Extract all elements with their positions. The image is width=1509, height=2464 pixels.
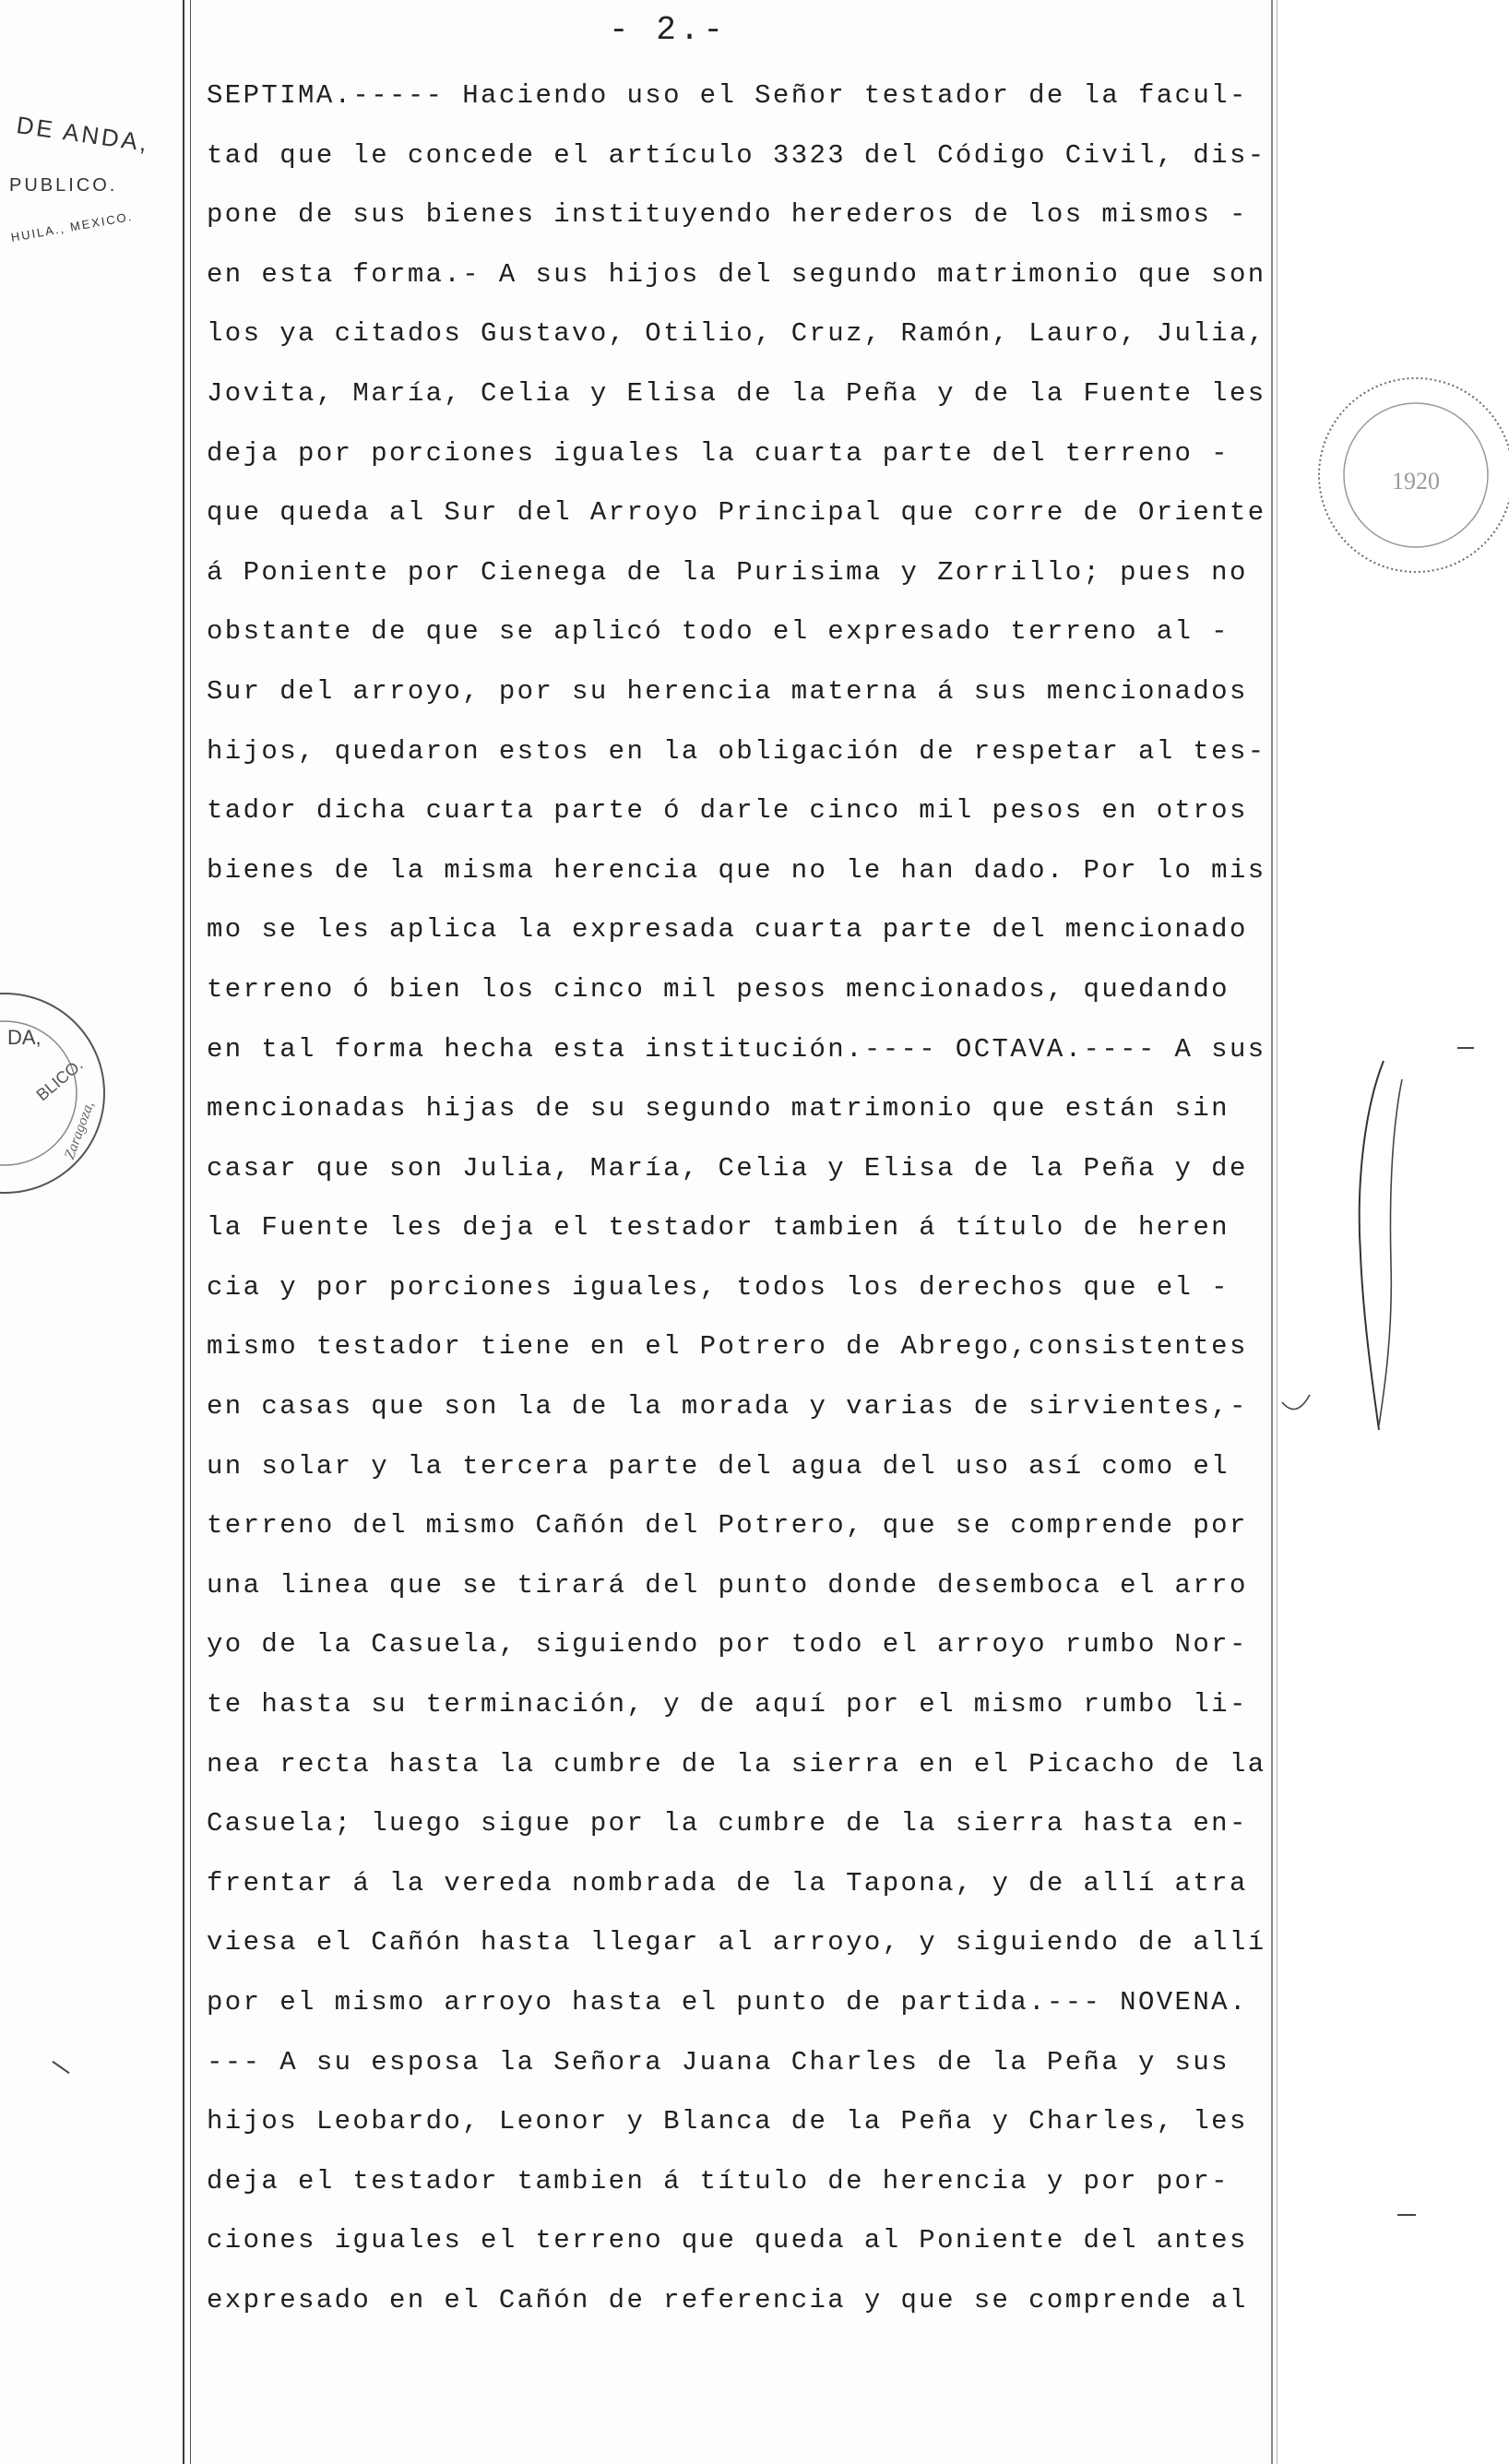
text-line: bienes de la misma herencia que no le han dado. Por lo mis (207, 854, 1266, 886)
text-line: hijos, quedaron estos en la obligación de respetar al tes- (207, 735, 1266, 767)
text-line: mismo testador tiene en el Potrero de Abrego,consistentes (207, 1331, 1248, 1363)
margin-dash (52, 2061, 69, 2074)
text-line: pone de sus bienes instituyendo herederos de los mismos - (207, 199, 1248, 231)
right-seal (1277, 369, 1509, 581)
text-line: mo se les aplica la expresada cuarta parte del mencionado (207, 914, 1248, 946)
document-body (207, 66, 1267, 2331)
text-line: tad que le concede el artículo 3323 del Código Civil, dis- (207, 139, 1266, 171)
left-seal (0, 987, 111, 1199)
text-line: una linea que se tirará del punto donde desemboca el arro (207, 1569, 1248, 1601)
text-line: expresado en el Cañón de referencia y que se comprende al (207, 2284, 1248, 2315)
text-line: tador dicha cuarta parte ó darle cinco mil pesos en otros (207, 795, 1248, 827)
text-line: frentar á la vereda nombrada de la Tapona, y de allí atra (207, 1867, 1248, 1899)
text-line: obstante de que se aplicó todo el expresado terreno al - (207, 616, 1230, 648)
text-line: en casas que son la de la morada y varias de sirvientes,- (207, 1391, 1248, 1422)
margin-dash (1397, 2214, 1416, 2216)
text-line: viesa el Cañón hasta llegar al arroyo, y siguiendo de allí (207, 1927, 1266, 1958)
margin-dash (1457, 1047, 1474, 1049)
signature-mark (1264, 1052, 1448, 1439)
notary-stamp-line: HUILA., MEXICO. (9, 208, 135, 244)
text-line: la Fuente les deja el testador tambien á título de heren (207, 1212, 1230, 1244)
text-line: Casuela; luego sigue por la cumbre de la sierra hasta en- (207, 1808, 1248, 1839)
text-line: que queda al Sur del Arroyo Principal que corre de Oriente (207, 497, 1266, 529)
left-margin-rule-inner (190, 0, 191, 2464)
left-margin-rule (183, 0, 184, 2464)
text-line: cia y por porciones iguales, todos los derechos que el - (207, 1271, 1230, 1303)
text-line: hijos Leobardo, Leonor y Blanca de la Peña y Charles, les (207, 2106, 1248, 2137)
text-line: en tal forma hecha esta institución.---- OCTAVA.---- A sus (207, 1033, 1266, 1065)
text-line: yo de la Casuela, siguiendo por todo el arroyo rumbo Nor- (207, 1629, 1248, 1661)
text-line: ciones iguales el terreno que queda al Poniente del antes (207, 2225, 1248, 2256)
text-line: en esta forma.- A sus hijos del segundo matrimonio que son (207, 258, 1266, 290)
text-line: á Poniente por Cienega de la Purisima y Zorrillo; pues no (207, 556, 1248, 588)
left-seal-text: Zaragoza, (62, 1099, 98, 1161)
text-line: Jovita, María, Celia y Elisa de la Peña y de la Fuente les (207, 377, 1266, 409)
notary-stamp (0, 101, 175, 258)
text-line: te hasta su terminación, y de aquí por el mismo rumbo li- (207, 1689, 1248, 1720)
text-line: por el mismo arroyo hasta el punto de partida.--- NOVENA. (207, 1987, 1248, 2018)
page-number: - 2.- (609, 11, 728, 49)
notary-stamp-line: DE ANDA, (14, 111, 152, 158)
text-line: SEPTIMA.----- Haciendo uso el Señor testador de la facul- (207, 80, 1248, 111)
text-line: mencionadas hijas de su segundo matrimonio que están sin (207, 1093, 1230, 1125)
text-line: --- A su esposa la Señora Juana Charles de la Peña y sus (207, 2046, 1230, 2077)
text-line: casar que son Julia, María, Celia y Elisa de la Peña y de (207, 1152, 1248, 1184)
left-seal-text: DA, (7, 1026, 42, 1049)
text-line: los ya citados Gustavo, Otilio, Cruz, Ramón, Lauro, Julia, (207, 318, 1266, 350)
text-line: Sur del arroyo, por su herencia materna á sus mencionados (207, 675, 1248, 707)
text-line: un solar y la tercera parte del agua del uso así como el (207, 1450, 1230, 1482)
text-line: nea recta hasta la cumbre de la sierra en el Picacho de la (207, 1748, 1266, 1780)
text-line: terreno ó bien los cinco mil pesos mencionados, quedando (207, 973, 1230, 1005)
text-line: terreno del mismo Cañón del Potrero, que se comprende por (207, 1510, 1248, 1541)
right-seal-year: 1920 (1392, 468, 1440, 494)
left-seal-text: BLICO. (32, 1054, 87, 1105)
text-line: deja por porciones iguales la cuarta parte del terreno - (207, 437, 1230, 469)
notary-stamp-line: PUBLICO. (9, 175, 118, 196)
text-line: deja el testador tambien á título de herencia y por por- (207, 2165, 1230, 2196)
